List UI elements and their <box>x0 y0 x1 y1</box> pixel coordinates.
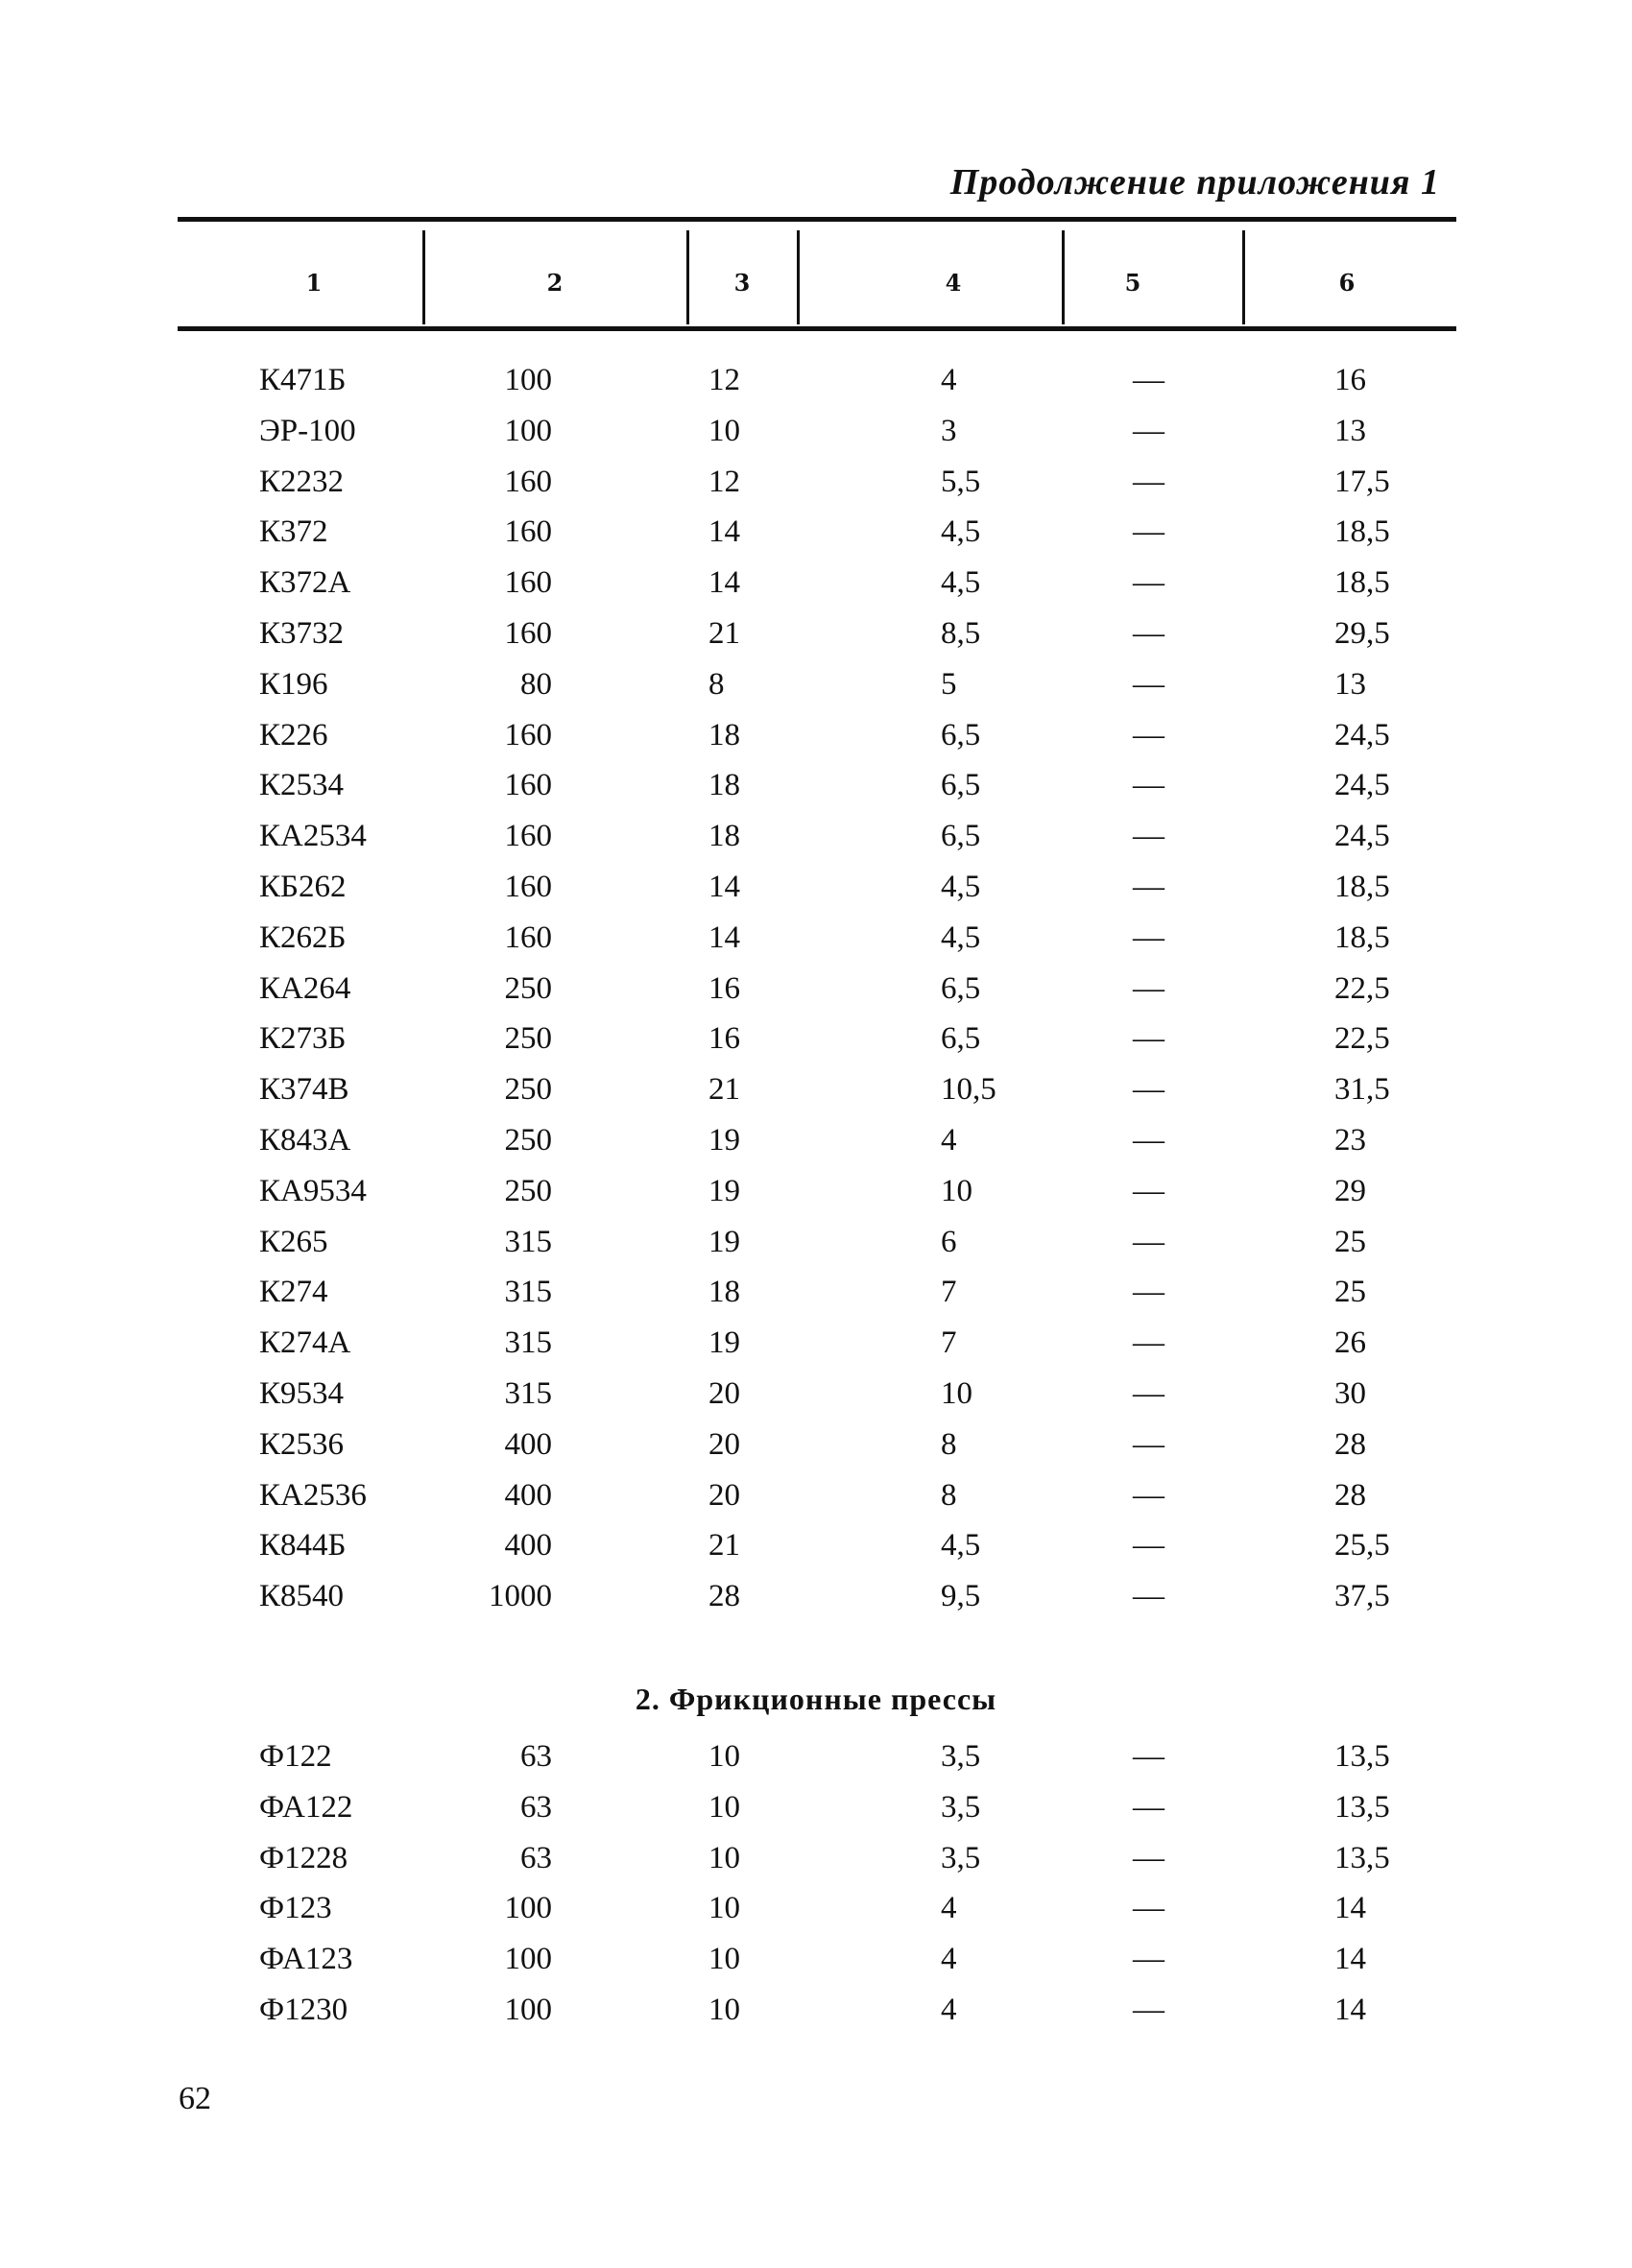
table-cell-col3: 14 <box>708 565 740 601</box>
table-cell-col5: — <box>1133 1942 1164 1977</box>
table-cell-col3: 10 <box>708 1739 740 1774</box>
column-header-5: 5 <box>1124 269 1141 297</box>
table-cell-col4: 4,5 <box>941 919 981 955</box>
table-cell-col4: 8 <box>941 1426 957 1462</box>
table-cell-col6: 31,5 <box>1334 1072 1390 1108</box>
table-cell-col4: 5 <box>941 666 957 702</box>
table-cell-col6: 29,5 <box>1334 616 1390 651</box>
table-cell-col1: Ф123 <box>259 1891 332 1926</box>
table-cell-col4: 6,5 <box>941 768 981 803</box>
table-cell-col6: 13,5 <box>1334 1840 1390 1875</box>
table-cell-col6: 13,5 <box>1334 1739 1390 1774</box>
table-cell-col1: К372 <box>259 514 328 550</box>
table-cell-col5: — <box>1133 413 1164 448</box>
table-cell-col5: — <box>1133 1789 1164 1825</box>
table-cell-col5: — <box>1133 363 1164 397</box>
table-cell-col4: 4,5 <box>941 1528 981 1564</box>
table-cell-col1: КА2536 <box>259 1477 367 1513</box>
table-cell-col6: 13,5 <box>1334 1789 1390 1825</box>
table-cell-col3: 12 <box>708 464 740 499</box>
table-cell-col6: 29 <box>1334 1173 1366 1208</box>
table-cell-col3: 10 <box>708 413 740 448</box>
table-row <box>0 1225 1632 1275</box>
section-title: 2. Фрикционные прессы <box>635 1682 997 1716</box>
table-cell-col3: 20 <box>708 1376 740 1411</box>
table-cell-col1: К3732 <box>259 616 345 651</box>
table-cell-col1: К262Б <box>259 919 347 955</box>
table-row <box>0 1123 1632 1173</box>
table-cell-col1: К2536 <box>259 1426 345 1462</box>
column-separator <box>797 230 800 324</box>
table-row <box>0 465 1632 514</box>
table-cell-col5: — <box>1133 666 1164 702</box>
table-row <box>0 1790 1632 1840</box>
table-cell-col4: 4 <box>941 1993 957 2027</box>
table-cell-col5: — <box>1133 1021 1164 1057</box>
table-cell-col3: 14 <box>708 919 740 955</box>
table-cell-col4: 4,5 <box>941 565 981 601</box>
table-row <box>0 1739 1632 1789</box>
column-header-1: 1 <box>305 269 323 297</box>
table-cell-col4: 4 <box>941 363 957 397</box>
page-header-title: Продолжение приложения 1 <box>949 162 1440 203</box>
table-cell-col2: 100 <box>504 1993 552 2027</box>
table-cell-col1: КА2534 <box>259 819 367 854</box>
table-cell-col1: ЭР-100 <box>259 413 356 448</box>
table-cell-col5: — <box>1133 1376 1164 1411</box>
table-cell-col5: — <box>1133 616 1164 651</box>
table-cell-col2: 315 <box>504 1325 552 1361</box>
table-cell-col4: 7 <box>941 1275 957 1310</box>
table-cell-col1: К843А <box>259 1123 351 1158</box>
table-cell-col6: 25,5 <box>1334 1528 1390 1564</box>
column-header-4: 4 <box>945 269 962 297</box>
table-row <box>0 363 1632 413</box>
table-cell-col1: Ф122 <box>259 1739 332 1774</box>
table-row <box>0 971 1632 1021</box>
table-cell-col6: 18,5 <box>1334 514 1390 550</box>
table-cell-col5: — <box>1133 1579 1164 1614</box>
table-cell-col1: К8540 <box>259 1579 345 1614</box>
table-cell-col4: 3 <box>941 413 957 448</box>
table-cell-col6: 24,5 <box>1334 717 1390 752</box>
table-cell-col1: К844Б <box>259 1528 347 1564</box>
table-cell-col5: — <box>1133 819 1164 854</box>
table-cell-col4: 3,5 <box>941 1789 981 1825</box>
table-cell-col1: К273Б <box>259 1021 347 1057</box>
table-cell-col3: 20 <box>708 1426 740 1462</box>
table-cell-col5: — <box>1133 1325 1164 1361</box>
column-separator <box>1062 230 1065 324</box>
table-cell-col5: — <box>1133 1224 1164 1259</box>
table-cell-col6: 28 <box>1334 1477 1366 1513</box>
table-cell-col4: 6,5 <box>941 717 981 752</box>
table-cell-col3: 10 <box>708 1993 740 2027</box>
table-cell-col2: 63 <box>520 1739 552 1774</box>
table-cell-col4: 4 <box>941 1123 957 1158</box>
table-cell-col4: 4,5 <box>941 514 981 550</box>
table-row <box>0 565 1632 615</box>
table-cell-col6: 14 <box>1334 1942 1366 1977</box>
table-cell-col3: 19 <box>708 1123 740 1158</box>
table-row <box>0 414 1632 464</box>
table-row <box>0 1072 1632 1122</box>
table-cell-col2: 315 <box>504 1376 552 1411</box>
table-cell-col5: — <box>1133 1840 1164 1875</box>
table-cell-col3: 18 <box>708 819 740 854</box>
table-cell-col2: 100 <box>504 363 552 397</box>
table-row <box>0 1841 1632 1891</box>
table-cell-col6: 18,5 <box>1334 565 1390 601</box>
table-cell-col5: — <box>1133 1477 1164 1513</box>
table-cell-col5: — <box>1133 1426 1164 1462</box>
table-row <box>0 1174 1632 1224</box>
table-cell-col2: 400 <box>504 1477 552 1513</box>
table-cell-col5: — <box>1133 1891 1164 1926</box>
table-cell-col4: 3,5 <box>941 1840 981 1875</box>
table-row <box>0 1528 1632 1578</box>
table-cell-col2: 100 <box>504 1891 552 1926</box>
table-row <box>0 1478 1632 1528</box>
table-cell-col3: 18 <box>708 1275 740 1310</box>
table-row <box>0 1275 1632 1325</box>
table-row <box>0 718 1632 768</box>
table-row <box>0 768 1632 818</box>
table-row <box>0 920 1632 970</box>
table-row <box>0 1427 1632 1477</box>
table-cell-col1: К274 <box>259 1275 328 1310</box>
table-cell-col4: 6,5 <box>941 1021 981 1057</box>
table-cell-col3: 21 <box>708 1072 740 1108</box>
table-cell-col2: 160 <box>504 616 552 651</box>
table-cell-col4: 8,5 <box>941 616 981 651</box>
table-row <box>0 1579 1632 1629</box>
table-row <box>0 616 1632 666</box>
table-cell-col3: 19 <box>708 1173 740 1208</box>
table-cell-col5: — <box>1133 1275 1164 1310</box>
table-row <box>0 1891 1632 1941</box>
table-cell-col3: 16 <box>708 970 740 1006</box>
table-cell-col2: 100 <box>504 413 552 448</box>
table-cell-col1: К372А <box>259 565 351 601</box>
table-cell-col2: 250 <box>504 1123 552 1158</box>
table-cell-col4: 3,5 <box>941 1739 981 1774</box>
table-cell-col5: — <box>1133 1123 1164 1158</box>
table-cell-col4: 7 <box>941 1325 957 1361</box>
table-cell-col4: 9,5 <box>941 1579 981 1614</box>
table-cell-col3: 21 <box>708 1528 740 1564</box>
table-cell-col5: — <box>1133 565 1164 601</box>
table-cell-col5: — <box>1133 514 1164 550</box>
table-cell-col3: 28 <box>708 1579 740 1614</box>
table-cell-col4: 6 <box>941 1224 957 1259</box>
table-cell-col3: 16 <box>708 1021 740 1057</box>
table-cell-col1: К471Б <box>259 363 347 397</box>
table-cell-col2: 160 <box>504 919 552 955</box>
table-cell-col4: 6,5 <box>941 970 981 1006</box>
table-cell-col3: 14 <box>708 514 740 550</box>
table-cell-col2: 160 <box>504 565 552 601</box>
table-cell-col1: К374В <box>259 1072 349 1108</box>
table-cell-col6: 18,5 <box>1334 919 1390 955</box>
table-cell-col6: 30 <box>1334 1376 1366 1411</box>
table-cell-col2: 160 <box>504 768 552 803</box>
table-cell-col6: 17,5 <box>1334 464 1390 499</box>
table-cell-col4: 10,5 <box>941 1072 996 1108</box>
table-cell-col5: — <box>1133 464 1164 499</box>
table-cell-col1: КА264 <box>259 970 351 1006</box>
table-header-bottom-rule <box>178 326 1456 331</box>
table-cell-col6: 14 <box>1334 1993 1366 2027</box>
table-cell-col5: — <box>1133 1993 1164 2027</box>
table-cell-col6: 16 <box>1334 363 1366 397</box>
table-cell-col5: — <box>1133 870 1164 904</box>
table-cell-col6: 18,5 <box>1334 870 1390 904</box>
table-cell-col6: 13 <box>1334 413 1366 448</box>
table-cell-col5: — <box>1133 1528 1164 1564</box>
table-cell-col1: Ф1228 <box>259 1840 348 1875</box>
table-cell-col2: 160 <box>504 717 552 752</box>
table-cell-col6: 14 <box>1334 1891 1366 1926</box>
table-cell-col2: 250 <box>504 970 552 1006</box>
table-cell-col6: 25 <box>1334 1224 1366 1259</box>
column-header-3: 3 <box>733 269 751 297</box>
table-cell-col1: К196 <box>259 666 328 702</box>
table-cell-col3: 10 <box>708 1840 740 1875</box>
table-cell-col2: 400 <box>504 1426 552 1462</box>
table-cell-col3: 10 <box>708 1891 740 1926</box>
table-cell-col3: 10 <box>708 1789 740 1825</box>
table-cell-col1: К2534 <box>259 768 345 803</box>
table-cell-col1: К9534 <box>259 1376 345 1411</box>
page-number: 62 <box>179 2081 211 2116</box>
table-row <box>0 667 1632 717</box>
table-cell-col4: 10 <box>941 1376 972 1411</box>
table-cell-col2: 63 <box>520 1840 552 1875</box>
table-cell-col4: 10 <box>941 1173 972 1208</box>
table-cell-col1: К2232 <box>259 464 345 499</box>
table-cell-col1: К274А <box>259 1325 351 1361</box>
table-cell-col2: 160 <box>504 870 552 904</box>
table-cell-col4: 6,5 <box>941 819 981 854</box>
table-cell-col2: 250 <box>504 1072 552 1108</box>
table-cell-col3: 20 <box>708 1477 740 1513</box>
table-cell-col1: К226 <box>259 717 328 752</box>
table-cell-col2: 100 <box>504 1942 552 1977</box>
table-row <box>0 1021 1632 1071</box>
table-cell-col2: 400 <box>504 1528 552 1564</box>
table-cell-col2: 160 <box>504 514 552 550</box>
table-cell-col4: 4 <box>941 1891 957 1926</box>
column-header-2: 2 <box>546 269 564 297</box>
table-cell-col4: 4,5 <box>941 870 981 904</box>
table-cell-col5: — <box>1133 919 1164 955</box>
table-row <box>0 1325 1632 1375</box>
table-cell-col5: — <box>1133 768 1164 803</box>
table-cell-col1: ФА122 <box>259 1789 353 1825</box>
table-row <box>0 514 1632 564</box>
table-cell-col3: 14 <box>708 870 740 904</box>
table-row <box>0 1993 1632 2042</box>
table-cell-col3: 8 <box>708 666 725 702</box>
table-cell-col5: — <box>1133 1173 1164 1208</box>
table-cell-col2: 1000 <box>489 1579 552 1614</box>
table-cell-col3: 18 <box>708 768 740 803</box>
table-cell-col6: 25 <box>1334 1275 1366 1310</box>
table-cell-col2: 315 <box>504 1224 552 1259</box>
table-cell-col5: — <box>1133 1739 1164 1774</box>
table-cell-col4: 8 <box>941 1477 957 1513</box>
table-cell-col3: 21 <box>708 616 740 651</box>
table-cell-col1: Ф1230 <box>259 1993 348 2027</box>
table-cell-col6: 23 <box>1334 1123 1366 1158</box>
table-cell-col6: 13 <box>1334 666 1366 702</box>
table-cell-col1: КА9534 <box>259 1173 367 1208</box>
table-row <box>0 1376 1632 1426</box>
table-cell-col1: ФА123 <box>259 1942 353 1977</box>
table-cell-col3: 19 <box>708 1224 740 1259</box>
table-top-rule <box>178 217 1456 222</box>
table-cell-col4: 5,5 <box>941 464 981 499</box>
table-cell-col3: 12 <box>708 363 740 397</box>
table-cell-col2: 250 <box>504 1173 552 1208</box>
table-cell-col4: 4 <box>941 1942 957 1977</box>
table-cell-col6: 28 <box>1334 1426 1366 1462</box>
table-row <box>0 870 1632 919</box>
table-cell-col1: К265 <box>259 1224 328 1259</box>
table-cell-col3: 19 <box>708 1325 740 1361</box>
table-cell-col6: 24,5 <box>1334 819 1390 854</box>
table-row <box>0 819 1632 869</box>
table-cell-col2: 315 <box>504 1275 552 1310</box>
table-cell-col6: 37,5 <box>1334 1579 1390 1614</box>
column-separator <box>1242 230 1245 324</box>
table-cell-col5: — <box>1133 1072 1164 1108</box>
table-cell-col2: 80 <box>520 666 552 702</box>
table-cell-col2: 250 <box>504 1021 552 1057</box>
table-cell-col6: 22,5 <box>1334 970 1390 1006</box>
table-cell-col1: КБ262 <box>259 870 347 904</box>
table-cell-col6: 26 <box>1334 1325 1366 1361</box>
column-header-6: 6 <box>1338 269 1356 297</box>
table-cell-col2: 160 <box>504 819 552 854</box>
table-cell-col6: 22,5 <box>1334 1021 1390 1057</box>
table-row <box>0 1942 1632 1992</box>
table-cell-col2: 160 <box>504 464 552 499</box>
column-separator <box>686 230 689 324</box>
table-cell-col2: 63 <box>520 1789 552 1825</box>
table-cell-col5: — <box>1133 717 1164 752</box>
column-separator <box>422 230 425 324</box>
table-cell-col3: 10 <box>708 1942 740 1977</box>
table-cell-col5: — <box>1133 970 1164 1006</box>
table-cell-col3: 18 <box>708 717 740 752</box>
table-cell-col6: 24,5 <box>1334 768 1390 803</box>
